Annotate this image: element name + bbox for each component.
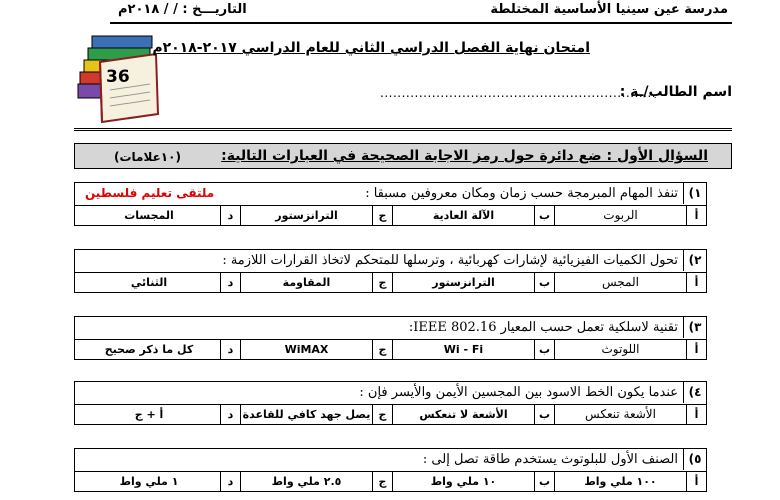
option-letter-d[interactable]: د bbox=[220, 273, 240, 292]
option-letter-c[interactable]: ج bbox=[372, 206, 392, 225]
book-icon bbox=[70, 28, 162, 128]
option-b[interactable]: الترانزستور bbox=[392, 273, 534, 292]
item-text: الصنف الأول للبلوتوث يستخدم طاقة تصل إلى : bbox=[422, 452, 678, 467]
option-a[interactable]: اللوتوث bbox=[554, 340, 686, 359]
option-letter-a[interactable]: أ bbox=[686, 340, 706, 359]
option-letter-b[interactable]: ب bbox=[534, 273, 554, 292]
option-letter-d[interactable]: د bbox=[220, 405, 240, 424]
option-c[interactable]: ٢.٥ ملي واط bbox=[240, 472, 372, 491]
option-letter-d[interactable]: د bbox=[220, 472, 240, 491]
option-c[interactable]: الترانزستور bbox=[240, 206, 372, 225]
options-row bbox=[75, 405, 706, 424]
item-text: تقنية لاسلكية تعمل حسب المعيار IEEE 802.16: bbox=[408, 320, 678, 335]
question-item-1 bbox=[74, 182, 707, 226]
option-b[interactable]: Wi - Fi bbox=[392, 340, 534, 359]
item-text: تنفذ المهام المبرمجة حسب زمان ومكان معروفين مسبقا : bbox=[365, 186, 678, 201]
question-title: السؤال الأول : ضع دائرة حول رمز الاجابة الصحيحة في العبارات التالية: bbox=[221, 148, 708, 164]
option-a[interactable]: الأشعة تنعكس bbox=[554, 405, 686, 424]
option-b[interactable]: ١٠ ملي واط bbox=[392, 472, 534, 491]
item-number: ١) bbox=[683, 183, 706, 204]
option-letter-a[interactable]: أ bbox=[686, 273, 706, 292]
option-a[interactable]: المجس bbox=[554, 273, 686, 292]
student-name-label: اسم الطالب/ـة : bbox=[619, 84, 732, 100]
option-letter-d[interactable]: د bbox=[220, 340, 240, 359]
date-field: التاريـــخ : / / ٢٠١٨م bbox=[118, 2, 247, 17]
options-row bbox=[75, 472, 706, 491]
watermark: ملتقى تعليم فلسطين bbox=[85, 186, 215, 200]
student-name-field[interactable]: ................................................................ bbox=[380, 86, 657, 100]
item-number: ٢) bbox=[683, 250, 706, 271]
question-item-4 bbox=[74, 381, 707, 425]
option-d[interactable]: أ + ج bbox=[134, 408, 164, 421]
option-c[interactable]: يصل جهد كافي للقاعدة bbox=[240, 405, 372, 424]
option-c[interactable]: WiMAX bbox=[240, 340, 372, 359]
option-letter-c[interactable]: ج bbox=[372, 273, 392, 292]
item-number: ٥) bbox=[683, 449, 706, 470]
item-number: ٣) bbox=[683, 317, 706, 338]
option-a[interactable]: ١٠٠ ملي واط bbox=[554, 472, 686, 491]
options-row bbox=[75, 206, 706, 225]
option-letter-a[interactable]: أ bbox=[686, 405, 706, 424]
question-marks: (١٠علامات) bbox=[114, 150, 181, 164]
question-item-3 bbox=[74, 316, 707, 360]
option-c[interactable]: المقاومة bbox=[240, 273, 372, 292]
option-d[interactable]: ١ ملي واط bbox=[119, 475, 179, 488]
item-text: عندما يكون الخط الاسود بين المجسين الأيمن والأيسر فإن : bbox=[359, 385, 678, 400]
exam-title: امتحان نهاية الفصل الدراسي الثاني للعام الدراسي ٢٠١٧-٢٠١٨م bbox=[152, 40, 590, 56]
school-name: مدرسة عين سينيا الأساسية المختلطة bbox=[490, 2, 728, 17]
option-letter-d[interactable]: د bbox=[220, 206, 240, 225]
option-letter-c[interactable]: ج bbox=[372, 405, 392, 424]
header-divider bbox=[110, 22, 732, 24]
option-d[interactable]: الثنائي bbox=[130, 276, 168, 289]
option-letter-b[interactable]: ب bbox=[534, 340, 554, 359]
option-letter-c[interactable]: ج bbox=[372, 472, 392, 491]
question-item-2 bbox=[74, 249, 707, 293]
option-b[interactable]: الأشعة لا تنعكس bbox=[392, 405, 534, 424]
item-number: ٤) bbox=[683, 382, 706, 403]
option-letter-a[interactable]: أ bbox=[686, 206, 706, 225]
option-letter-b[interactable]: ب bbox=[534, 472, 554, 491]
option-d[interactable]: المجسات bbox=[124, 209, 174, 222]
section-divider bbox=[74, 128, 732, 131]
option-d[interactable]: كل ما ذكر صحيح bbox=[104, 343, 194, 356]
option-letter-b[interactable]: ب bbox=[534, 405, 554, 424]
options-row bbox=[75, 273, 706, 292]
option-letter-a[interactable]: أ bbox=[686, 472, 706, 491]
option-a[interactable]: الربوت bbox=[554, 206, 686, 225]
question-item-5 bbox=[74, 448, 707, 492]
option-letter-b[interactable]: ب bbox=[534, 206, 554, 225]
option-letter-c[interactable]: ج bbox=[372, 340, 392, 359]
book-number: 36 bbox=[106, 67, 130, 87]
option-b[interactable]: الآلة العادية bbox=[392, 206, 534, 225]
item-text: تحول الكميات الفيزيائية لإشارات كهربائية ، وترسلها للمتحكم لاتخاذ القرارات اللازمة : bbox=[222, 253, 678, 268]
options-row bbox=[75, 340, 706, 359]
